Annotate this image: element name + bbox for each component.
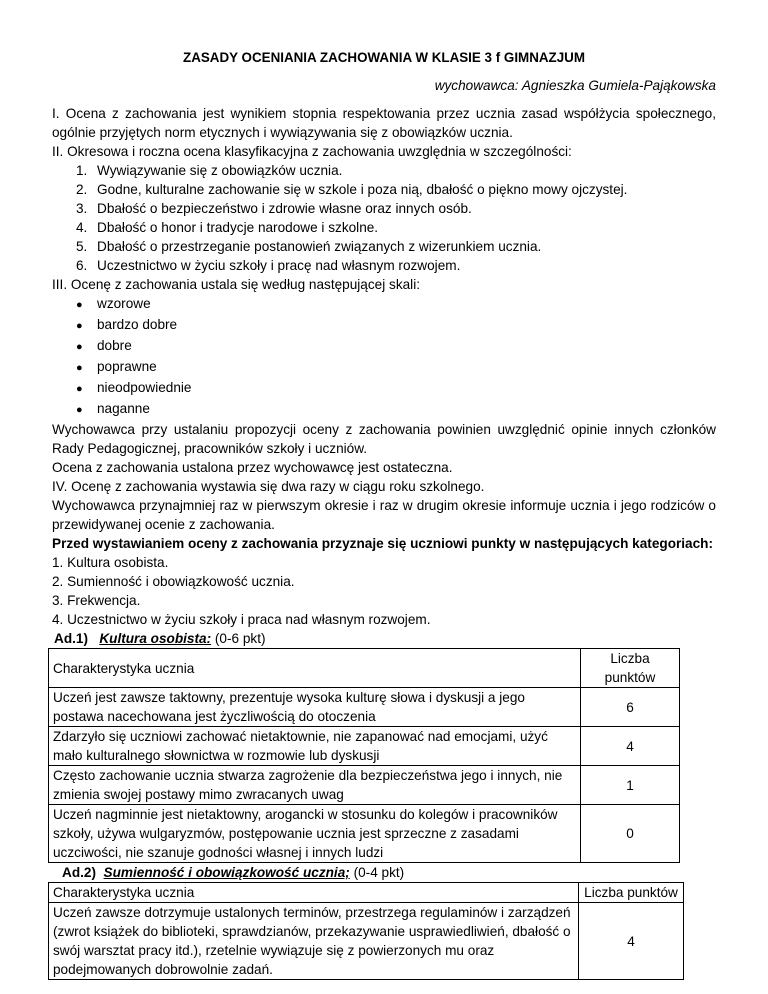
list-item: ● nieodpowiednie: [52, 378, 716, 399]
table-row: [49, 688, 680, 727]
list-item: ● wzorowe: [52, 294, 716, 315]
grade-scale-list: [52, 294, 716, 420]
section-1-text: I. Ocena z zachowania jest wynikiem stopnia respektowania przez ucznia zasad współżycia społecznego, ogólnie przyjętych norm etycznych i wywiązywania się z obowiązków ucznia.: [52, 106, 716, 140]
list-item: 5. Dbałość o przestrzeganie postanowień związanych z wizerunkiem ucznia.: [76, 239, 542, 254]
points-cell: 4: [579, 903, 684, 980]
bullet-icon: ●: [76, 404, 83, 416]
document-page: [52, 44, 716, 980]
list-item: 3. Dbałość o bezpieczeństwo i zdrowie własne oraz innych osób.: [76, 201, 472, 216]
table-header-row: [49, 649, 680, 688]
header-cell: Liczba punktów: [579, 883, 684, 903]
header-cell: Charakterystyka ucznia: [49, 883, 579, 903]
table-cell: Uczeń nagminnie jest nietaktowny, arogancki w stosunku do kolegów i pracowników szkoły, używa wulgaryzmów, postępowanie ucznia jest sprzeczne z zasadami uczciwości, nie szanuje godności własnej i innych ludzi: [49, 805, 581, 863]
paragraph: Ocena z zachowania ustalona przez wychowawcę jest ostateczna.: [52, 460, 453, 475]
list-item: 4. Dbałość o honor i tradycje narodowe i szkolne.: [76, 220, 379, 235]
points-cell: 1: [581, 766, 680, 805]
table-row: [49, 903, 684, 980]
table-header-row: [49, 883, 684, 903]
table-cell: Często zachowanie ucznia stwarza zagrożenie dla bezpieczeństwa jego i innych, nie zmienia swojej postawy mimo zwracanych uwag: [49, 766, 581, 805]
bullet-icon: ●: [76, 383, 83, 395]
ad2-heading: Ad.2) Sumienność i obowiązkowość ucznia; (0-4 pkt): [62, 865, 405, 880]
list-item: ● poprawne: [52, 357, 716, 378]
bullet-icon: ●: [76, 299, 83, 311]
list-item: 4. Uczestnictwo w życiu szkoły i praca nad własnym rozwojem.: [52, 612, 431, 627]
list-item: ● naganne: [52, 399, 716, 420]
list-item: 2. Sumienność i obowiązkowość ucznia.: [52, 574, 295, 589]
table-cell: Zdarzyło się uczniowi zachować nietaktownie, nie zapanować nad emocjami, użyć mało kulturalnego słownictwa w rozmowie lub dyskusji: [49, 727, 581, 766]
table-row: [49, 805, 680, 863]
list-item: ● bardzo dobre: [52, 315, 716, 336]
section-4-text: IV. Ocenę z zachowania wystawia się dwa razy w ciągu roku szkolnego.: [52, 479, 485, 494]
list-item: ● dobre: [52, 336, 716, 357]
section-2-heading: II. Okresowa i roczna ocena klasyfikacyjna z zachowania uwzględnia w szczególności:: [52, 144, 572, 159]
table-row: [49, 766, 680, 805]
points-cell: 4: [581, 727, 680, 766]
ad1-heading: Ad.1) Kultura osobista: (0-6 pkt): [54, 631, 266, 646]
categories-heading: Przed wystawianiem oceny z zachowania przyznaje się uczniowi punkty w następujących kategoriach:: [52, 536, 714, 551]
table-row: [49, 727, 680, 766]
list-item: 3. Frekwencja.: [52, 593, 141, 608]
criteria-list: [52, 161, 716, 275]
table-cell: Uczeń zawsze dotrzymuje ustalonych terminów, przestrzega regulaminów i zarządzeń (zwrot książek do biblioteki, sprawdzianów, przekazywanie usprawiedliwień, dbałość o swój warsztat pracy itd.), rzetelnie wywiązuje się z powierzonych mu oraz podejmowanych dobrowolnie zadań.: [49, 903, 579, 980]
list-item: 1. Wywiązywanie się z obowiązków ucznia.: [76, 163, 343, 178]
document-title: ZASADY OCENIANIA ZACHOWANIA W KLASIE 3 f GIMNAZJUM: [183, 50, 585, 65]
author-line: wychowawca: Agnieszka Gumiela-Pająkowska: [434, 78, 716, 93]
paragraph: Wychowawca przy ustalaniu propozycji oceny z zachowania powinien uwzględnić opinie innych członków Rady Pedagogicznej, pracowników szkoły i uczniów.: [52, 422, 716, 456]
points-cell: 6: [581, 688, 680, 727]
header-cell: Liczba punktów: [581, 649, 680, 688]
bullet-icon: ●: [76, 320, 83, 332]
paragraph: Wychowawca przynajmniej raz w pierwszym okresie i raz w drugim okresie informuje ucznia i jego rodziców o przewidywanej ocenie z zachowania.: [52, 498, 716, 532]
section-3-heading: III. Ocenę z zachowania ustala się według następującej skali:: [52, 277, 420, 292]
list-item: 6. Uczestnictwo w życiu szkoły i pracę nad własnym rozwojem.: [76, 258, 461, 273]
bullet-icon: ●: [76, 341, 83, 353]
points-cell: 0: [581, 805, 680, 863]
table-sumiennosc: [48, 882, 684, 980]
table-cell: Uczeń jest zawsze taktowny, prezentuje wysoka kulturę słowa i dyskusji a jego postawa nacechowana jest życzliwością do otoczenia: [49, 688, 581, 727]
list-item: 2. Godne, kulturalne zachowanie się w szkole i poza nią, dbałość o piękno mowy ojczystej.: [76, 182, 628, 197]
categories-list: [52, 553, 716, 629]
list-item: 1. Kultura osobista.: [52, 555, 169, 570]
table-kultura-osobista: [48, 648, 680, 863]
header-cell: Charakterystyka ucznia: [49, 649, 581, 688]
bullet-icon: ●: [76, 362, 83, 374]
